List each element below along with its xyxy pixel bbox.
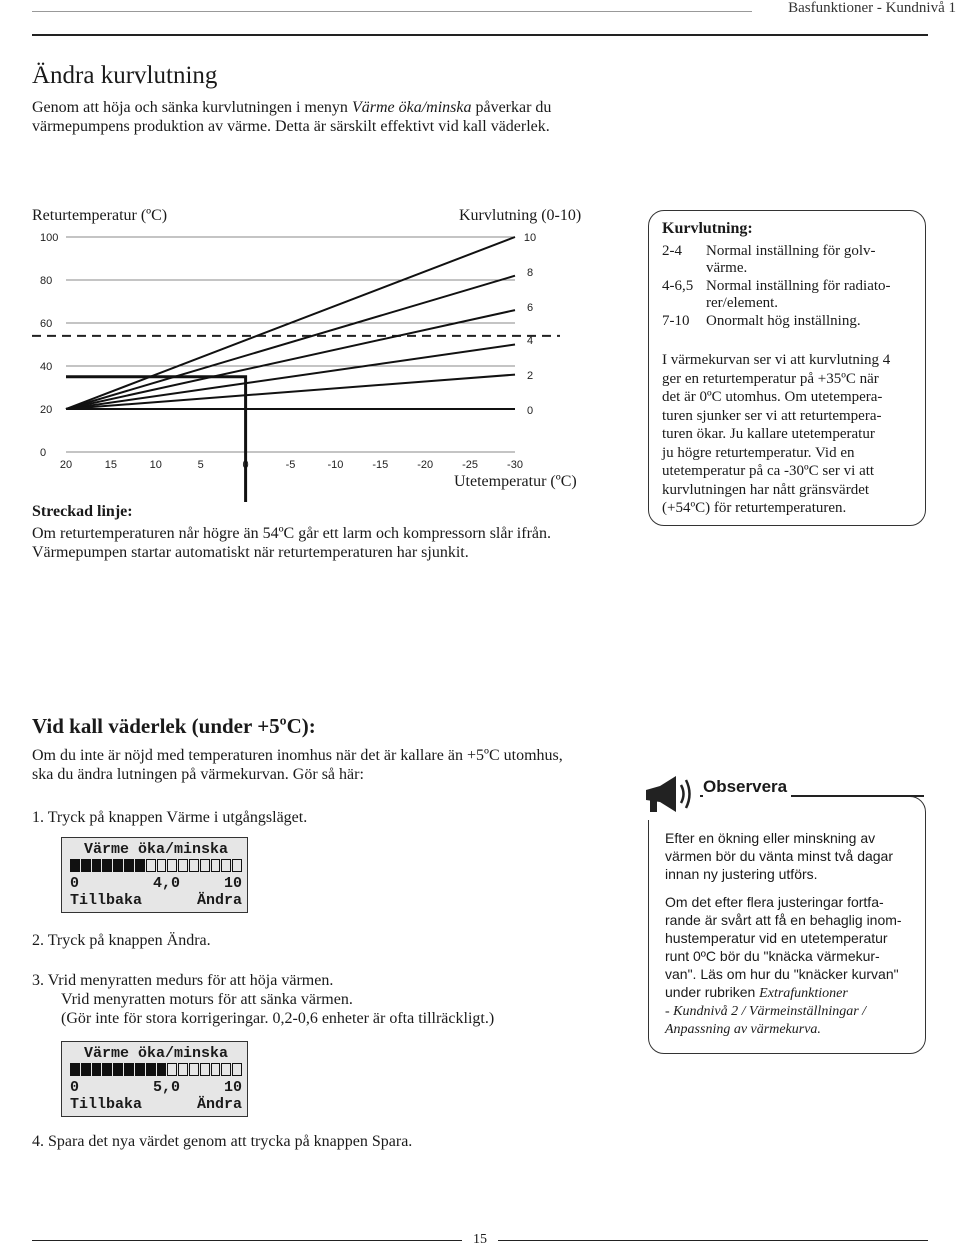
notice-line-text: under rubriken — [665, 984, 760, 1000]
level-cell — [232, 859, 242, 872]
lcd2-level-bar — [70, 1063, 242, 1077]
level-cell — [135, 1063, 145, 1076]
y-right-tick-label: 2 — [526, 370, 534, 382]
slope-item-key: 2-4 — [662, 243, 682, 259]
level-cell — [178, 1063, 188, 1076]
level-cell — [81, 1063, 91, 1076]
notice-line-text: runt 0ºC bör du "knäcka värmekur- — [665, 948, 880, 964]
notice-line — [665, 983, 923, 1003]
dashed-line-text: Om returtemperaturen når högre än 54ºC går ett larm och kompressorn slår ifrån. Värmepumpen startar automatiskt när returtemperaturen har sjunkit. — [32, 525, 551, 561]
x-tick-label: 0 — [242, 459, 249, 471]
step-1: 1. Tryck på knappen Värme i utgångsläget. — [32, 809, 308, 826]
slope-item-key: 7-10 — [662, 313, 690, 329]
lcd1-change-label: Ändra — [196, 892, 242, 909]
slope-explanation-line: turen ökar. Ju kallare utetemperatur — [662, 426, 875, 442]
level-cell — [232, 1063, 242, 1076]
level-cell — [221, 1063, 231, 1076]
section-title: Ändra kurvlutning — [32, 62, 218, 89]
step-3-line-1: 3. Vrid menyratten medurs för att höja värmen. — [32, 972, 334, 989]
level-cell — [102, 1063, 112, 1076]
y-left-tick-label: 20 — [40, 404, 53, 416]
level-cell — [189, 859, 199, 872]
slope-list — [662, 243, 922, 331]
lcd-display-1 — [61, 837, 248, 913]
x-tick-label: -5 — [285, 459, 296, 471]
series-line-6 — [66, 310, 515, 409]
notice-line — [665, 947, 923, 965]
lcd1-level-bar — [70, 859, 242, 873]
level-cell — [157, 859, 167, 872]
y-left-tick-label: 100 — [40, 232, 59, 244]
notice-reference-line: - Kundnivå 2 / Värmeinställningar / — [665, 1004, 867, 1019]
level-cell — [200, 1063, 210, 1076]
lcd2-change-label: Ändra — [196, 1096, 242, 1113]
x-tick-label: -30 — [507, 459, 523, 471]
x-tick-label: 15 — [104, 459, 118, 471]
notice-para-1 — [665, 829, 921, 883]
notice-line — [665, 893, 923, 911]
y-left-tick-label: 0 — [40, 447, 47, 459]
notice-line-text: rande är svårt att få en behaglig inom- — [665, 912, 902, 928]
y-left-tick-label: 60 — [40, 318, 53, 330]
notice-reference-line: Anpassning av värmekurva. — [665, 1022, 821, 1037]
level-cell — [124, 1063, 134, 1076]
level-cell — [167, 1063, 177, 1076]
level-cell — [81, 859, 91, 872]
level-cell — [124, 859, 134, 872]
series-line-8 — [66, 276, 515, 409]
lcd2-back-label: Tillbaka — [70, 1096, 143, 1113]
page-number: 15 — [462, 1232, 498, 1248]
level-cell — [211, 859, 221, 872]
step-2: 2. Tryck på knappen Ändra. — [32, 932, 211, 949]
step-3-line-3: (Gör inte för stora korrigeringar. 0,2-0,6 enheter är ofta tillräckligt.) — [61, 1010, 495, 1027]
y-right-tick-label: 6 — [526, 302, 534, 314]
slope-explanation-line: ger en returtemperatur på +35ºC när — [662, 370, 879, 387]
slope-info-box — [648, 210, 926, 526]
y-right-tick-label: 8 — [526, 267, 534, 279]
notice-line — [665, 929, 923, 947]
notice-line: Efter en ökning eller minskning av — [665, 830, 876, 846]
x-tick-label: -25 — [462, 459, 479, 471]
lcd2-title: Värme öka/minska — [83, 1045, 229, 1062]
cold-weather-intro: Om du inte är nöjd med temperaturen inomhus när det är kallare än +5ºC utomhus, ska du ändra lutningen på värmekurvan. Gör så här: — [32, 747, 563, 783]
megaphone-icon — [640, 770, 700, 820]
slope-item-desc — [706, 313, 861, 330]
slope-item-key: 4-6,5 — [662, 278, 694, 294]
slope-item-desc-line: värme. — [706, 260, 748, 276]
x-tick-label: 20 — [59, 459, 73, 471]
y-left-tick-label: 80 — [40, 275, 53, 287]
level-cell — [70, 859, 80, 872]
level-cell — [189, 1063, 199, 1076]
level-cell — [102, 859, 112, 872]
level-cell — [157, 1063, 167, 1076]
step-4: 4. Spara det nya värdet genom att trycka på knappen Spara. — [32, 1133, 413, 1150]
notice-box — [648, 796, 926, 1054]
intro-text-b: påverkar du värmepumpens produktion av värme. Detta är särskilt effektivt vid kall väderlek. — [32, 99, 552, 135]
notice-line — [665, 911, 923, 929]
y-right-tick-label: 4 — [526, 335, 534, 347]
step-3-line-2: Vrid menyratten moturs för att sänka värmen. — [61, 991, 353, 1008]
x-tick-label: -15 — [372, 459, 389, 471]
slope-item-desc-line: rer/element. — [706, 295, 779, 311]
notice-line — [665, 965, 923, 983]
level-cell — [135, 859, 145, 872]
lcd2-min: 0 — [70, 1079, 80, 1096]
lcd2-max: 10 — [223, 1079, 242, 1096]
cold-weather-title: Vid kall väderlek (under +5ºC): — [32, 714, 316, 738]
notice-line-text: van". Läs om hur du "knäcker kurvan" — [665, 966, 899, 982]
level-cell — [146, 1063, 156, 1076]
slope-explanation-line: turen sjunker ser vi att returtempera- — [662, 407, 882, 424]
slope-explanation-line: utetemperatur på ca -30ºC ser vi att — [662, 463, 875, 479]
lcd-display-2 — [61, 1041, 248, 1117]
y-right-tick-label: 10 — [523, 232, 537, 244]
level-cell — [113, 859, 123, 872]
notice-line-text: hustemperatur vid en utetemperatur — [665, 930, 888, 946]
slope-box-title: Kurvlutning: — [662, 220, 753, 237]
slope-explanation-line: I värmekurvan ser vi att kurvlutning 4 — [662, 352, 891, 368]
notice-line: värmen bör du vänta minst två dagar — [665, 848, 894, 864]
slope-explanation-line: kurvlutningen har nått gränsvärdet — [662, 481, 870, 498]
level-cell — [146, 859, 156, 872]
x-tick-label: -20 — [417, 459, 434, 471]
lcd1-title: Värme öka/minska — [83, 841, 229, 858]
level-cell — [178, 859, 188, 872]
level-cell — [113, 1063, 123, 1076]
slope-item-desc-line: Normal inställning för radiato- — [706, 278, 891, 294]
slope-item-desc — [706, 243, 876, 277]
lcd2-value: 5,0 — [152, 1079, 180, 1096]
slope-explanation-line: (+54ºC) för returtemperaturen. — [662, 500, 847, 516]
lcd1-max: 10 — [223, 875, 242, 892]
y-left-title: Returtemperatur (ºC) — [32, 207, 168, 224]
x-tick-label: 5 — [197, 459, 204, 471]
slope-item-desc — [706, 278, 891, 312]
series-line-2 — [66, 375, 515, 409]
slope-explanation-line: ju högre returtemperatur. Vid en — [662, 444, 855, 461]
y-right-title: Kurvlutning (0-10) — [459, 207, 582, 224]
level-cell — [200, 859, 210, 872]
x-tick-label: -10 — [327, 459, 344, 471]
lcd1-min: 0 — [70, 875, 80, 892]
notice-reference: Extrafunktioner — [759, 986, 848, 1001]
menu-name: Värme öka/minska — [351, 99, 472, 116]
notice-title: Observera — [703, 777, 791, 797]
slope-item — [662, 313, 922, 330]
slope-item-desc-line: Normal inställning för golv- — [706, 243, 876, 259]
running-title: Basfunktioner - Kundnivå 1 — [788, 0, 956, 16]
x-tick-label: 10 — [149, 459, 162, 471]
y-left-tick-label: 40 — [40, 361, 53, 373]
dashed-line-heading: Streckad linje: — [32, 503, 133, 520]
slope-item — [662, 243, 922, 277]
intro-text-a: Genom att höja och sänka kurvlutningen i menyn — [32, 99, 352, 116]
slope-explanation — [662, 351, 924, 518]
lcd1-back-label: Tillbaka — [70, 892, 143, 909]
lcd1-value: 4,0 — [152, 875, 180, 892]
level-cell — [167, 859, 177, 872]
x-axis-title: Utetemperatur (ºC) — [454, 473, 577, 490]
level-cell — [92, 859, 102, 872]
slope-item-desc-line: Onormalt hög inställning. — [706, 313, 861, 329]
slope-explanation-line: det är 0ºC utomhus. Om utetempera- — [662, 389, 883, 405]
step-3 — [32, 971, 494, 1028]
chart-grid — [66, 237, 515, 452]
level-cell — [211, 1063, 221, 1076]
level-cell — [92, 1063, 102, 1076]
level-cell — [70, 1063, 80, 1076]
level-cell — [221, 859, 231, 872]
notice-line-text: Om det efter flera justeringar fortfa- — [665, 894, 884, 910]
y-right-tick-label: 0 — [526, 405, 534, 417]
slope-item — [662, 278, 922, 312]
notice-line: innan ny justering utförs. — [665, 866, 818, 882]
notice-para-2 — [665, 893, 923, 1039]
